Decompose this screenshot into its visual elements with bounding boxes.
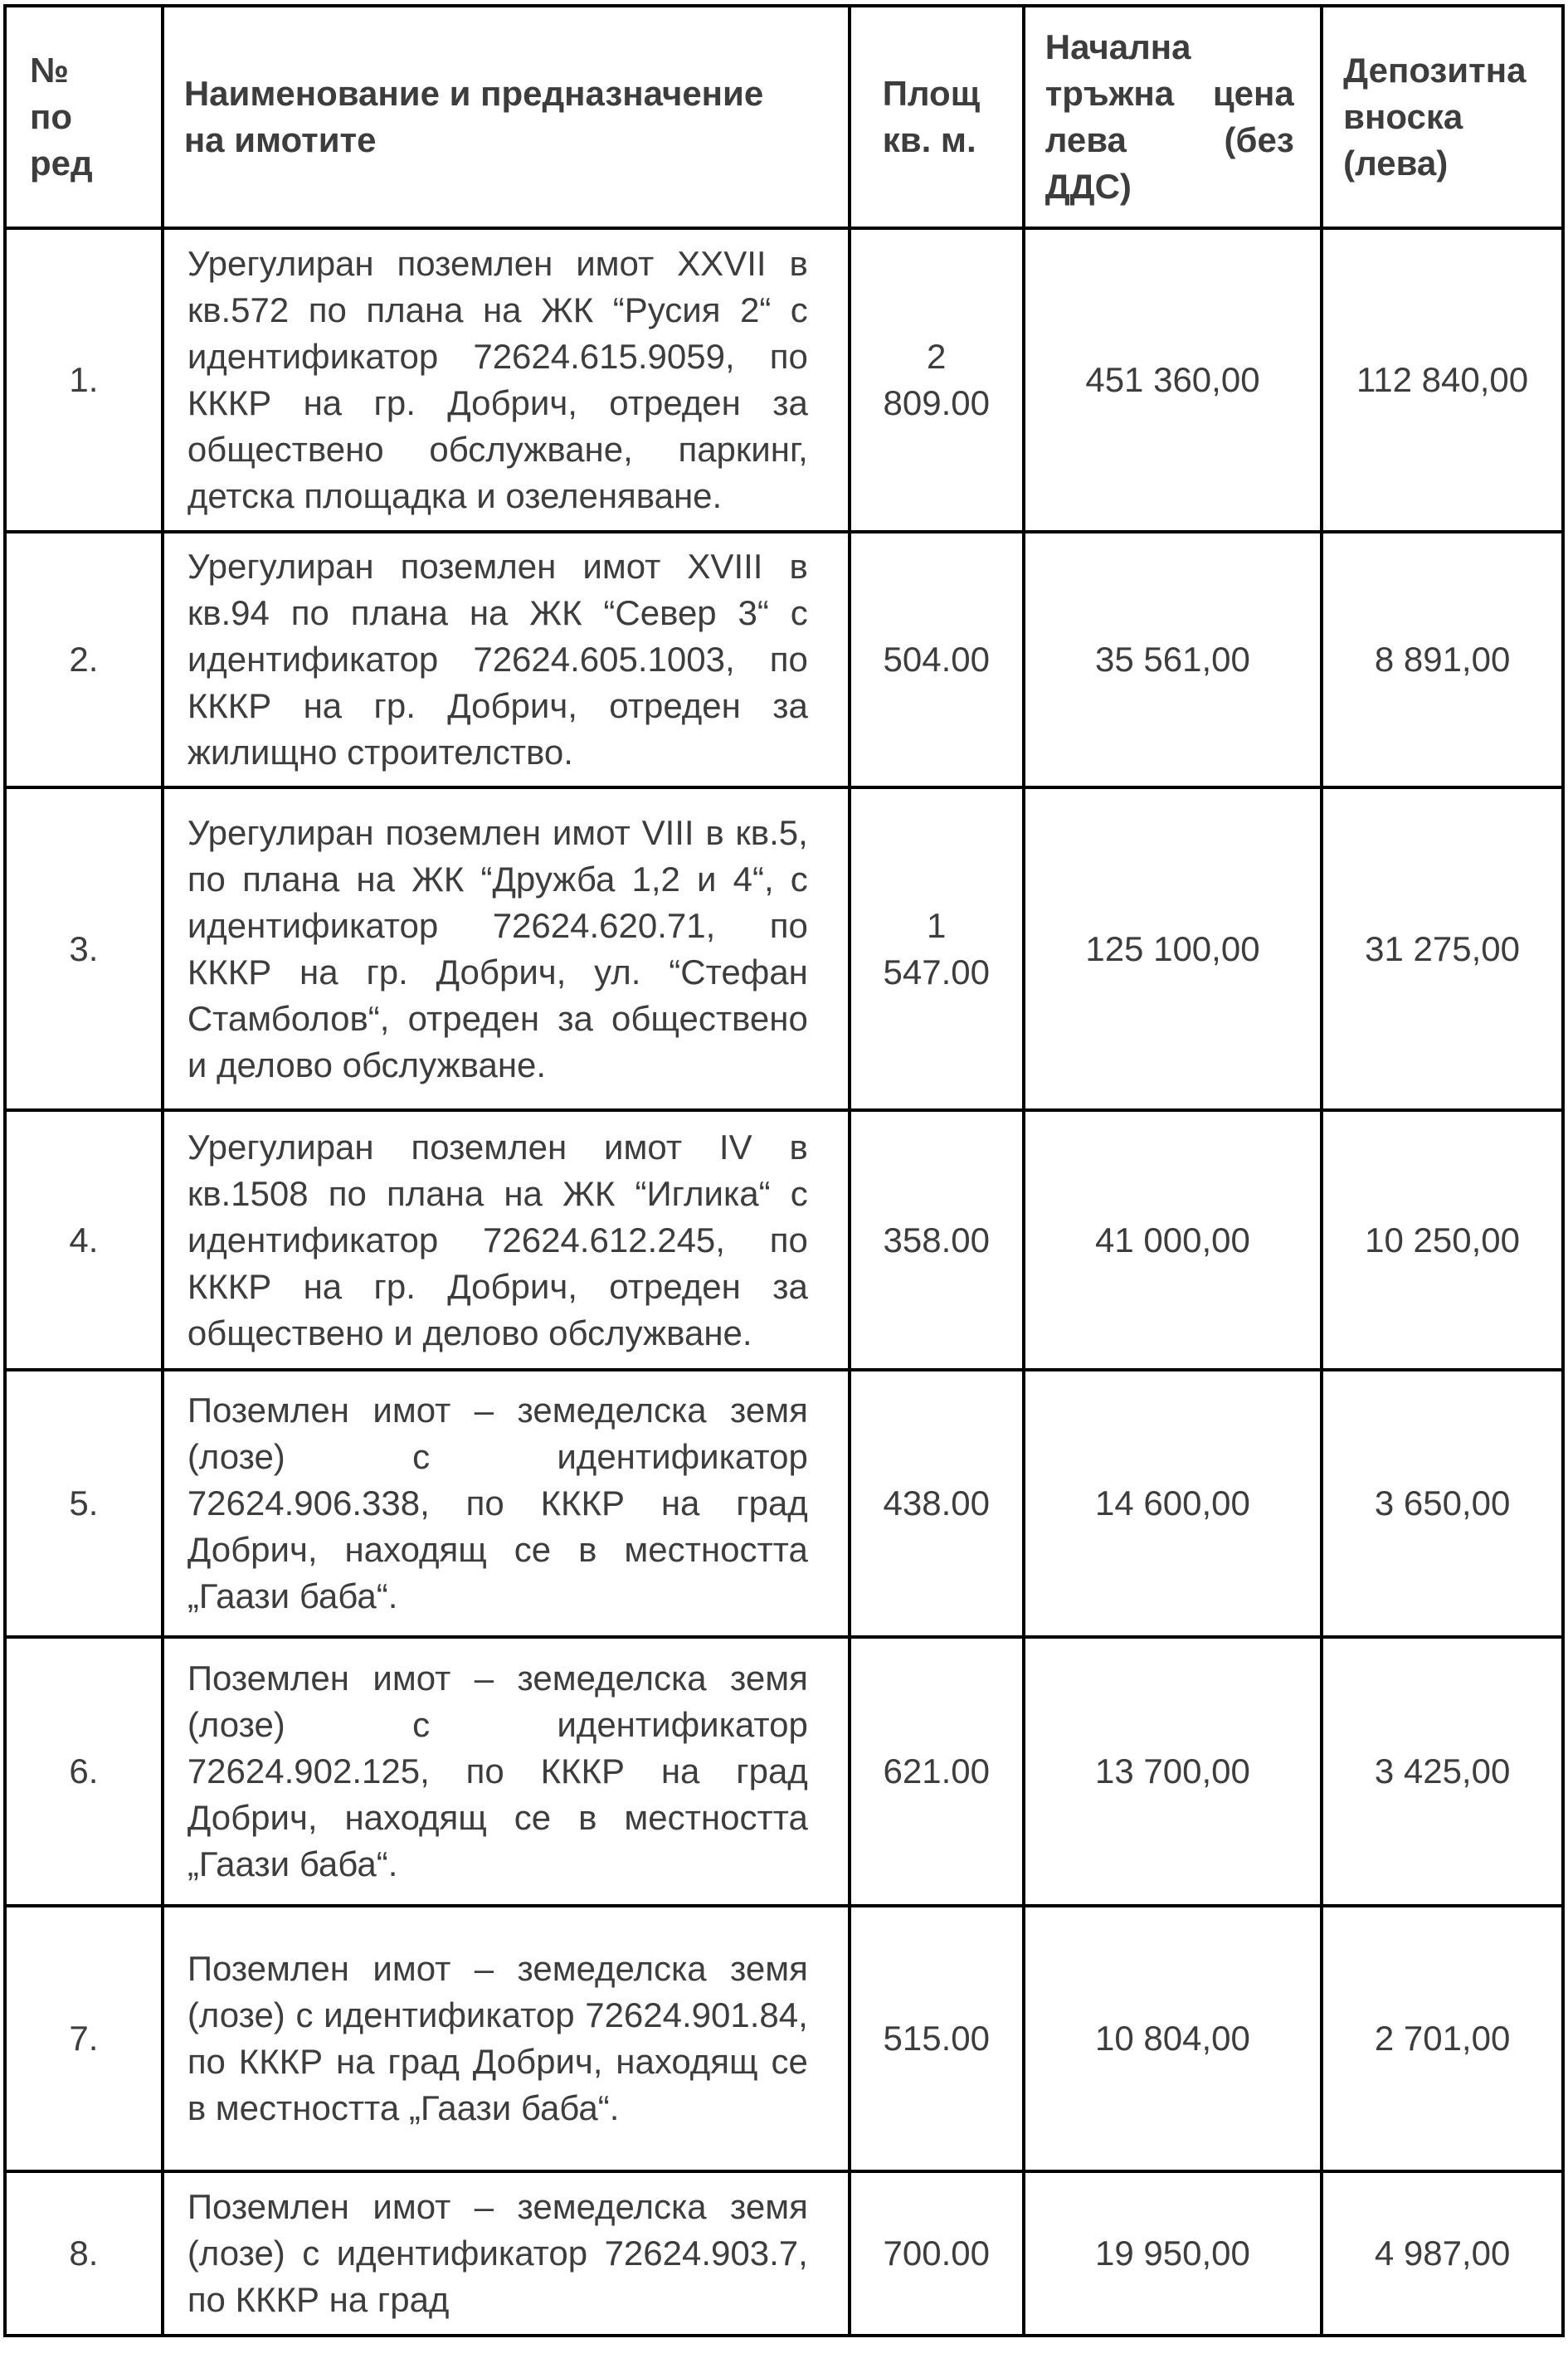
cell-num: 7.: [5, 1906, 163, 2171]
table-row: [5, 228, 1563, 532]
table-row: [5, 1906, 1563, 2171]
column-header-area: [850, 6, 1024, 228]
cell-area: [850, 1637, 1024, 1906]
cell-deposit: 2 701,00: [1322, 1906, 1563, 2171]
cell-text: Урегулиран поземлен имот XXVII в кв.572 по плана на ЖК “Русия 2“ с идентификатор 72624.615.9059, по КККР на гр. Добрич, отреден за обществено обслужване, паркинг, детска площадка и озеленяване.: [187, 244, 808, 515]
cell-name: [163, 228, 850, 532]
column-header-price: [1024, 6, 1322, 228]
cell-price: 13 700,00: [1024, 1637, 1322, 1906]
cell-text: 515.00: [883, 2019, 990, 2058]
cell-num: 3.: [5, 787, 163, 1110]
cell-deposit: 112 840,00: [1322, 228, 1563, 532]
cell-price: 451 360,00: [1024, 228, 1322, 532]
header-row: [5, 6, 1563, 228]
cell-num: 8.: [5, 2171, 163, 2336]
cell-deposit: 3 650,00: [1322, 1370, 1563, 1637]
cell-text: Урегулиран поземлен имот VIII в кв.5, по плана на ЖК “Дружба 1,2 и 4“, с идентификатор 72624.620.71, по КККР на гр. Добрич, ул. “Стефан Стамболов“, отреден за обществено и делово обслужване.: [187, 812, 808, 1084]
cell-deposit: 4 987,00: [1322, 2171, 1563, 2336]
cell-name: [163, 2171, 850, 2336]
cell-text: 700.00: [883, 2234, 990, 2273]
cell-name: [163, 1110, 850, 1370]
column-header-label: Депозитна вноска (лева): [1343, 51, 1527, 183]
cell-name: [163, 1906, 850, 2171]
table-row: [5, 532, 1563, 787]
cell-area: [850, 1110, 1024, 1370]
cell-price: 19 950,00: [1024, 2171, 1322, 2336]
cell-text: 358.00: [883, 1220, 990, 1259]
cell-name: [163, 787, 850, 1110]
cell-area: [850, 787, 1024, 1110]
cell-text: Урегулиран поземлен имот IV в кв.1508 по плана на ЖК “Иглика“ с идентификатор 72624.612.245, по КККР на гр. Добрич, отреден за обществено и делово обслужване.: [187, 1127, 808, 1352]
cell-text: Поземлен имот – земеделска земя (лозе) с идентификатор 72624.906.338, по КККР на град Добрич, находящ се в местността „Гаази баба“.: [187, 1391, 808, 1615]
cell-deposit: 10 250,00: [1322, 1110, 1563, 1370]
table-row: [5, 1370, 1563, 1637]
cell-text: Урегулиран поземлен имот XVIII в кв.94 по плана на ЖК “Север 3“ с идентификатор 72624.605.1003, по КККР на гр. Добрич, отреден за жилищно строителство.: [187, 547, 808, 772]
column-header-num: [5, 6, 163, 228]
cell-num: 4.: [5, 1110, 163, 1370]
table-row: [5, 787, 1563, 1110]
cell-text: 504.00: [883, 640, 990, 679]
column-header-label: Наименование и предназначение на имотите: [183, 74, 764, 159]
cell-text: Поземлен имот – земеделска земя (лозе) с идентификатор 72624.901.84, по КККР на град Добрич, находящ се в местността „Гаази баба“.: [187, 1949, 808, 2127]
column-header-label: Начална тръжна цена лева (без ДДС): [1045, 27, 1294, 206]
cell-price: 35 561,00: [1024, 532, 1322, 787]
cell-area: [850, 2171, 1024, 2336]
cell-price: 14 600,00: [1024, 1370, 1322, 1637]
cell-deposit: 31 275,00: [1322, 787, 1563, 1110]
cell-deposit: 8 891,00: [1322, 532, 1563, 787]
cell-num: 6.: [5, 1637, 163, 1906]
cell-text: 621.00: [883, 1751, 990, 1790]
table-row: [5, 1110, 1563, 1370]
cell-text: Поземлен имот – земеделска земя (лозе) с идентификатор 72624.903.7, по КККР на град: [187, 2187, 808, 2319]
table-row: [5, 1637, 1563, 1906]
cell-text: 2 809.00: [883, 337, 990, 422]
property-auction-table: [3, 4, 1565, 2337]
column-header-name: [163, 6, 850, 228]
cell-price: 125 100,00: [1024, 787, 1322, 1110]
cell-text: 1 547.00: [883, 905, 990, 991]
cell-name: [163, 532, 850, 787]
table-row: [5, 2171, 1563, 2336]
cell-text: Поземлен имот – земеделска земя (лозе) с идентификатор 72624.902.125, по КККР на град Добрич, находящ се в местността „Гаази баба“.: [187, 1659, 808, 1883]
cell-num: 2.: [5, 532, 163, 787]
cell-area: [850, 1370, 1024, 1637]
cell-area: [850, 1906, 1024, 2171]
cell-text: 438.00: [883, 1483, 990, 1522]
cell-name: [163, 1637, 850, 1906]
cell-area: [850, 532, 1024, 787]
cell-price: 41 000,00: [1024, 1110, 1322, 1370]
cell-price: 10 804,00: [1024, 1906, 1322, 2171]
cell-name: [163, 1370, 850, 1637]
table-header: [5, 6, 1563, 228]
cell-deposit: 3 425,00: [1322, 1637, 1563, 1906]
table-body: [5, 228, 1563, 2336]
column-header-label: № по ред: [30, 51, 93, 183]
cell-num: 5.: [5, 1370, 163, 1637]
column-header-label: Площ кв. м.: [882, 74, 981, 159]
cell-area: [850, 228, 1024, 532]
column-header-deposit: [1322, 6, 1563, 228]
cell-num: 1.: [5, 228, 163, 532]
